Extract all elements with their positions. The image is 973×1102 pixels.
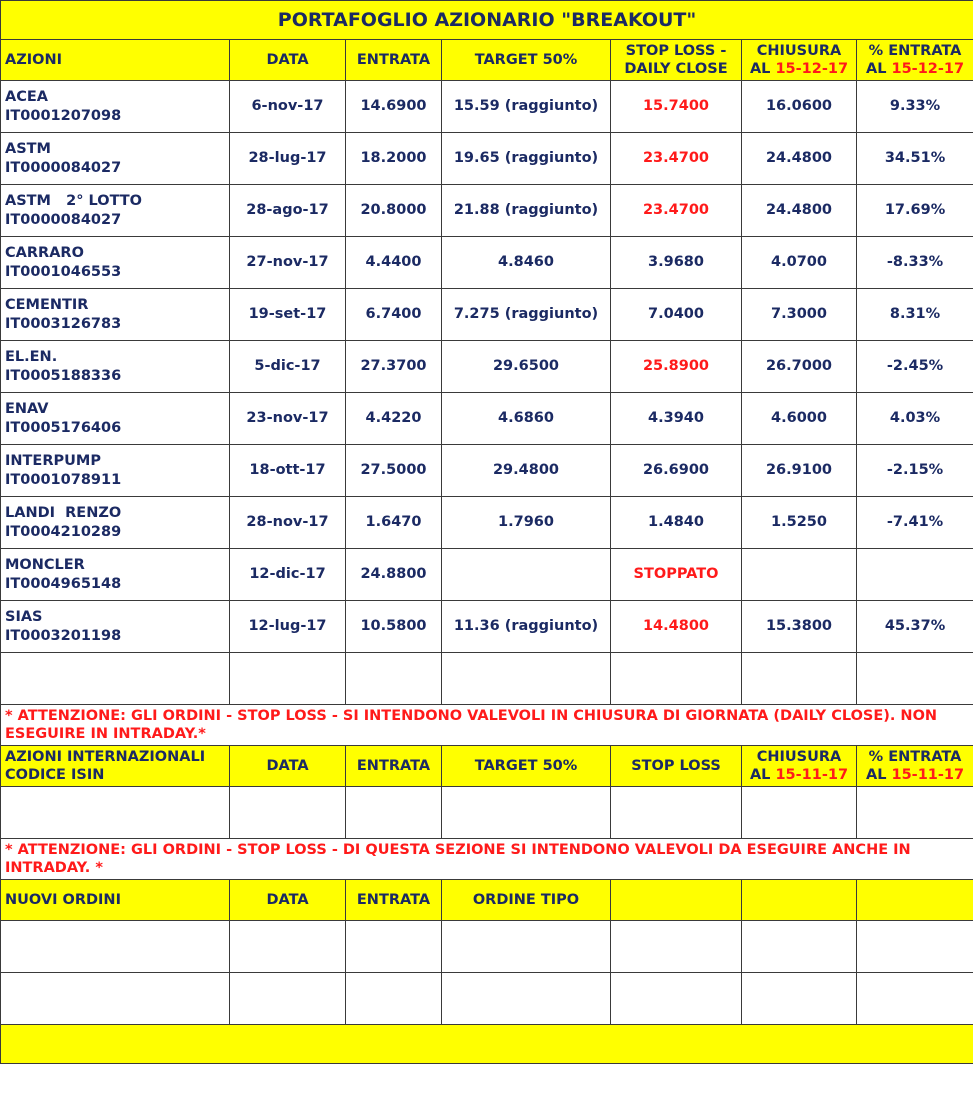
stop-loss-value: STOPPATO xyxy=(611,549,742,601)
empty-cell xyxy=(230,787,346,839)
empty-cell xyxy=(230,653,346,705)
pct-change: 34.51% xyxy=(857,133,973,185)
stop-loss-value: 1.4840 xyxy=(611,497,742,549)
table-row xyxy=(1,393,973,445)
empty-cell xyxy=(857,921,973,973)
target-value: 19.65 (raggiunto) xyxy=(442,133,611,185)
page-title: PORTAFOGLIO AZIONARIO "BREAKOUT" xyxy=(1,1,973,40)
empty-cell xyxy=(611,787,742,839)
close-price: 26.7000 xyxy=(742,341,857,393)
stock-name: CARRARO xyxy=(5,244,84,261)
stock-isin: IT0001207098 xyxy=(5,107,122,124)
close-price xyxy=(742,549,857,601)
empty-cell xyxy=(611,921,742,973)
empty-cell xyxy=(1,973,230,1025)
warning-daily-close: * ATTENZIONE: GLI ORDINI - STOP LOSS - SI INTENDONO VALEVOLI IN CHIUSURA DI GIORNATA (DAILY CLOSE). NON ESEGUIRE IN INTRADAY.* xyxy=(1,705,973,746)
pct-change xyxy=(857,549,973,601)
table-row xyxy=(1,185,973,237)
entry-date: 5-dic-17 xyxy=(230,341,346,393)
stop-loss-value: 23.4700 xyxy=(611,133,742,185)
table-row xyxy=(1,289,973,341)
target-value: 7.275 (raggiunto) xyxy=(442,289,611,341)
empty-cell xyxy=(1,653,230,705)
target-value: 15.59 (raggiunto) xyxy=(442,81,611,133)
entry-price: 1.6470 xyxy=(346,497,442,549)
stock-cell xyxy=(1,237,230,289)
close-price: 24.4800 xyxy=(742,133,857,185)
entry-date: 28-nov-17 xyxy=(230,497,346,549)
stock-name: MONCLER xyxy=(5,556,85,573)
entry-date: 12-lug-17 xyxy=(230,601,346,653)
target-value: 21.88 (raggiunto) xyxy=(442,185,611,237)
pct-change: 8.31% xyxy=(857,289,973,341)
header-pct-date: 15-12-17 xyxy=(891,61,965,77)
target-value: 11.36 (raggiunto) xyxy=(442,601,611,653)
empty-header-cell xyxy=(742,880,857,921)
header-nuovi-ordini: NUOVI ORDINI xyxy=(1,880,230,921)
table-row xyxy=(1,341,973,393)
header-chiusura-line1: CHIUSURA xyxy=(756,43,842,59)
entry-date: 27-nov-17 xyxy=(230,237,346,289)
pct-change: -7.41% xyxy=(857,497,973,549)
stock-name: CEMENTIR xyxy=(5,296,89,313)
empty-cell xyxy=(230,973,346,1025)
empty-cell xyxy=(611,653,742,705)
empty-cell xyxy=(742,921,857,973)
pct-change: 9.33% xyxy=(857,81,973,133)
pct-change: 17.69% xyxy=(857,185,973,237)
entry-date: 18-ott-17 xyxy=(230,445,346,497)
empty-cell xyxy=(346,921,442,973)
header-intl-target: TARGET 50% xyxy=(442,746,611,787)
header-stop-line2: DAILY CLOSE xyxy=(624,61,728,77)
stock-cell xyxy=(1,601,230,653)
empty-cell xyxy=(346,973,442,1025)
warning-intraday: * ATTENZIONE: GLI ORDINI - STOP LOSS - DI QUESTA SEZIONE SI INTENDONO VALEVOLI DA ESEGUIRE ANCHE IN INTRADAY. * xyxy=(1,839,973,880)
stock-cell xyxy=(1,341,230,393)
stock-isin: IT0001078911 xyxy=(5,471,122,488)
target-value: 29.4800 xyxy=(442,445,611,497)
entry-price: 10.5800 xyxy=(346,601,442,653)
close-price: 4.6000 xyxy=(742,393,857,445)
close-price: 24.4800 xyxy=(742,185,857,237)
stock-name: ACEA xyxy=(5,88,48,105)
footer-bar xyxy=(1,1025,973,1064)
stock-name: SIAS xyxy=(5,608,43,625)
stock-name: EL.EN. xyxy=(5,348,58,365)
header-stop-line1: STOP LOSS - xyxy=(625,43,727,59)
header-pct-prefix: AL xyxy=(865,61,892,77)
empty-cell xyxy=(346,787,442,839)
header-intl-azioni xyxy=(1,746,230,787)
close-price: 16.0600 xyxy=(742,81,857,133)
header-nuovi-entrata: ENTRATA xyxy=(346,880,442,921)
empty-cell xyxy=(1,787,230,839)
entry-price: 6.7400 xyxy=(346,289,442,341)
entry-date: 28-lug-17 xyxy=(230,133,346,185)
header-intl-pct-line1: % ENTRATA xyxy=(868,749,962,765)
empty-cell xyxy=(230,921,346,973)
stop-loss-value: 3.9680 xyxy=(611,237,742,289)
header-chiusura xyxy=(742,40,857,81)
stock-cell xyxy=(1,81,230,133)
header-intl-pct-date: 15-11-17 xyxy=(891,767,965,783)
close-price: 1.5250 xyxy=(742,497,857,549)
stop-loss-value: 14.4800 xyxy=(611,601,742,653)
header-intl-chiusura xyxy=(742,746,857,787)
close-price: 26.9100 xyxy=(742,445,857,497)
stock-name: INTERPUMP xyxy=(5,452,101,469)
stock-isin: IT0001046553 xyxy=(5,263,122,280)
stock-isin: IT0005176406 xyxy=(5,419,122,436)
entry-price: 18.2000 xyxy=(346,133,442,185)
header-intl-chiusura-line1: CHIUSURA xyxy=(756,749,842,765)
empty-cell xyxy=(442,653,611,705)
header-intl-chiusura-prefix: AL xyxy=(749,767,776,783)
stock-cell xyxy=(1,133,230,185)
empty-header-cell xyxy=(857,880,973,921)
pct-change: 4.03% xyxy=(857,393,973,445)
empty-cell xyxy=(742,787,857,839)
empty-cell xyxy=(346,653,442,705)
header-chiusura-prefix: AL xyxy=(749,61,776,77)
stock-isin: IT0003201198 xyxy=(5,627,122,644)
table-row xyxy=(1,81,973,133)
close-price: 7.3000 xyxy=(742,289,857,341)
empty-cell xyxy=(857,973,973,1025)
header-intl-entrata: ENTRATA xyxy=(346,746,442,787)
entry-price: 20.8000 xyxy=(346,185,442,237)
header-ordine-tipo: ORDINE TIPO xyxy=(442,880,611,921)
header-intl-pct xyxy=(857,746,973,787)
stock-name: LANDI RENZO xyxy=(5,504,122,521)
entry-date: 12-dic-17 xyxy=(230,549,346,601)
stock-cell xyxy=(1,445,230,497)
stock-cell xyxy=(1,497,230,549)
stock-isin: IT0000084027 xyxy=(5,159,122,176)
header-stop-loss xyxy=(611,40,742,81)
stock-isin: IT0000084027 xyxy=(5,211,122,228)
stop-loss-value: 23.4700 xyxy=(611,185,742,237)
empty-cell xyxy=(442,973,611,1025)
close-price: 4.0700 xyxy=(742,237,857,289)
header-intl-data: DATA xyxy=(230,746,346,787)
stock-isin: IT0003126783 xyxy=(5,315,122,332)
stock-isin: IT0004210289 xyxy=(5,523,122,540)
header-intl-pct-prefix: AL xyxy=(865,767,892,783)
pct-change: -2.45% xyxy=(857,341,973,393)
header-intl-line2: CODICE ISIN xyxy=(5,767,105,783)
target-value: 29.6500 xyxy=(442,341,611,393)
stop-loss-value: 4.3940 xyxy=(611,393,742,445)
stock-name: ASTM 2° LOTTO xyxy=(5,192,143,209)
header-entrata: ENTRATA xyxy=(346,40,442,81)
entry-price: 24.8800 xyxy=(346,549,442,601)
empty-cell xyxy=(611,973,742,1025)
table-row xyxy=(1,549,973,601)
stop-loss-value: 26.6900 xyxy=(611,445,742,497)
header-azioni: AZIONI xyxy=(1,40,230,81)
table-row xyxy=(1,445,973,497)
pct-change: -2.15% xyxy=(857,445,973,497)
empty-cell xyxy=(857,653,973,705)
header-intl-stop: STOP LOSS xyxy=(611,746,742,787)
pct-change: -8.33% xyxy=(857,237,973,289)
entry-date: 23-nov-17 xyxy=(230,393,346,445)
empty-header-cell xyxy=(611,880,742,921)
table-row xyxy=(1,133,973,185)
stock-name: ENAV xyxy=(5,400,49,417)
table-row xyxy=(1,601,973,653)
header-target: TARGET 50% xyxy=(442,40,611,81)
stock-isin: IT0005188336 xyxy=(5,367,122,384)
stock-cell xyxy=(1,393,230,445)
header-pct-line1: % ENTRATA xyxy=(868,43,962,59)
empty-cell xyxy=(742,653,857,705)
empty-cell xyxy=(442,921,611,973)
pct-change: 45.37% xyxy=(857,601,973,653)
entry-price: 4.4400 xyxy=(346,237,442,289)
header-data: DATA xyxy=(230,40,346,81)
empty-cell xyxy=(442,787,611,839)
header-intl-line1: AZIONI INTERNAZIONALI xyxy=(5,749,206,765)
header-pct-entrata xyxy=(857,40,973,81)
target-value xyxy=(442,549,611,601)
stock-cell xyxy=(1,549,230,601)
header-intl-chiusura-date: 15-11-17 xyxy=(775,767,849,783)
stock-cell xyxy=(1,185,230,237)
stock-name: ASTM xyxy=(5,140,51,157)
stock-rows xyxy=(1,81,973,653)
empty-cell xyxy=(742,973,857,1025)
entry-date: 28-ago-17 xyxy=(230,185,346,237)
target-value: 4.8460 xyxy=(442,237,611,289)
stop-loss-value: 7.0400 xyxy=(611,289,742,341)
entry-price: 27.3700 xyxy=(346,341,442,393)
stop-loss-value: 25.8900 xyxy=(611,341,742,393)
stop-loss-value: 15.7400 xyxy=(611,81,742,133)
header-chiusura-date: 15-12-17 xyxy=(775,61,849,77)
target-value: 1.7960 xyxy=(442,497,611,549)
entry-date: 6-nov-17 xyxy=(230,81,346,133)
stock-isin: IT0004965148 xyxy=(5,575,122,592)
entry-date: 19-set-17 xyxy=(230,289,346,341)
stock-cell xyxy=(1,289,230,341)
entry-price: 4.4220 xyxy=(346,393,442,445)
entry-price: 14.6900 xyxy=(346,81,442,133)
target-value: 4.6860 xyxy=(442,393,611,445)
table-row xyxy=(1,497,973,549)
close-price: 15.3800 xyxy=(742,601,857,653)
entry-price: 27.5000 xyxy=(346,445,442,497)
header-nuovi-data: DATA xyxy=(230,880,346,921)
table-row xyxy=(1,237,973,289)
empty-cell xyxy=(857,787,973,839)
empty-cell xyxy=(1,921,230,973)
